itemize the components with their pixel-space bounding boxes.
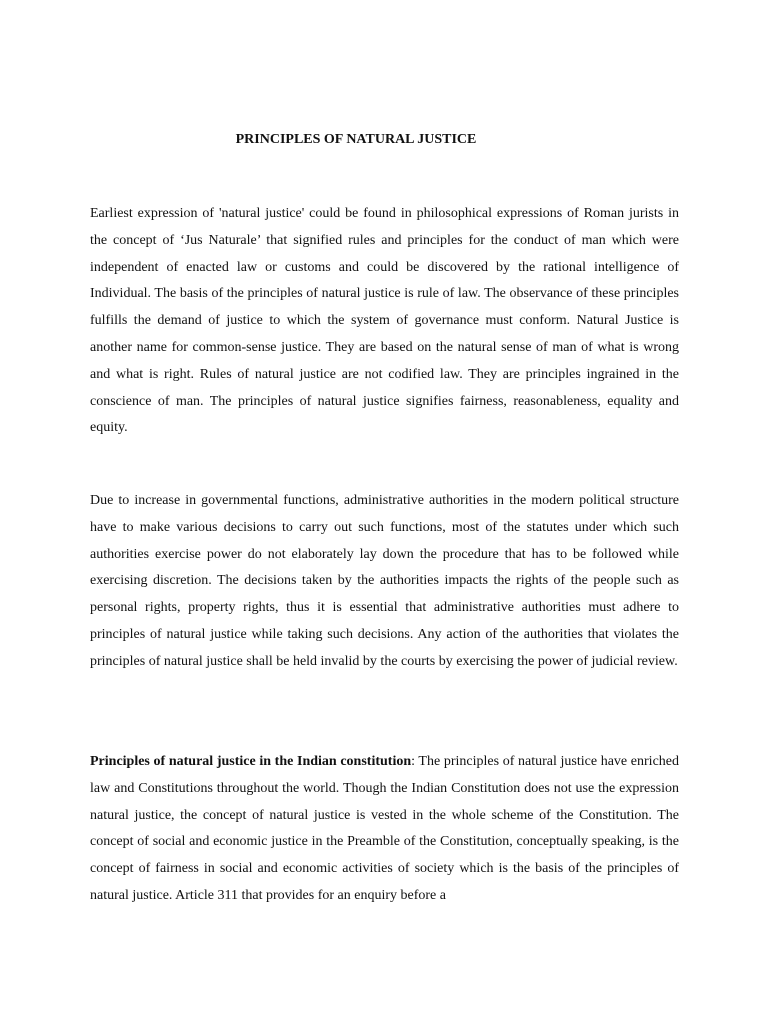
paragraph-text: Earliest expression of 'natural justice' could be found in philosophical expressions of Roman jurists in the concept of ‘Jus Naturale’ that signified rules and principles for the conduct of man which were independent of enacted law or customs and could be discovered by the rational intelligence of Individual. The basis of the principles of natural justice is rule of law. The observance of these principles fulfills the demand of justice to which the system of governance must conform. Natural Justice is another name for common-sense justice. They are based on the natural sense of man of what is wrong and what is right. Rules of natural justice are not codified law. They are principles ingrained in the conscience of man. The principles of natural justice signifies fairness, reasonableness, equality and equity. <box>90 206 679 436</box>
document-title: PRINCIPLES OF NATURAL JUSTICE <box>235 132 477 147</box>
paragraph-administrative-authorities <box>90 488 679 676</box>
paragraph-text: : The principles of natural justice have enriched law and Constitutions throughout the world. Though the Indian Constitution does not use the expression natural justice, the concept of natural justice is vested in the whole scheme of the Constitution. The concept of social and economic justice in the Preamble of the Constitution, conceptually speaking, is the concept of fairness in social and economic activities of society which is the basis of the principles of natural justice. Article 311 that provides for an enquiry before a <box>90 754 679 903</box>
paragraph-text: Due to increase in governmental functions, administrative authorities in the modern political structure have to make various decisions to carry out such functions, most of the statutes under which such authorities exercise power do not elaborately lay down the procedure that has to be followed while exercising discretion. The decisions taken by the authorities impacts the rights of the people such as personal rights, property rights, thus it is essential that administrative authorities must adhere to principles of natural justice while taking such decisions. Any action of the authorities that violates the principles of natural justice shall be held invalid by the courts by exercising the power of judicial review. <box>90 493 679 669</box>
paragraph-heading: Principles of natural justice in the Indian constitution <box>90 754 412 769</box>
paragraph-indian-constitution <box>90 749 679 910</box>
paragraph-origins <box>90 201 679 442</box>
